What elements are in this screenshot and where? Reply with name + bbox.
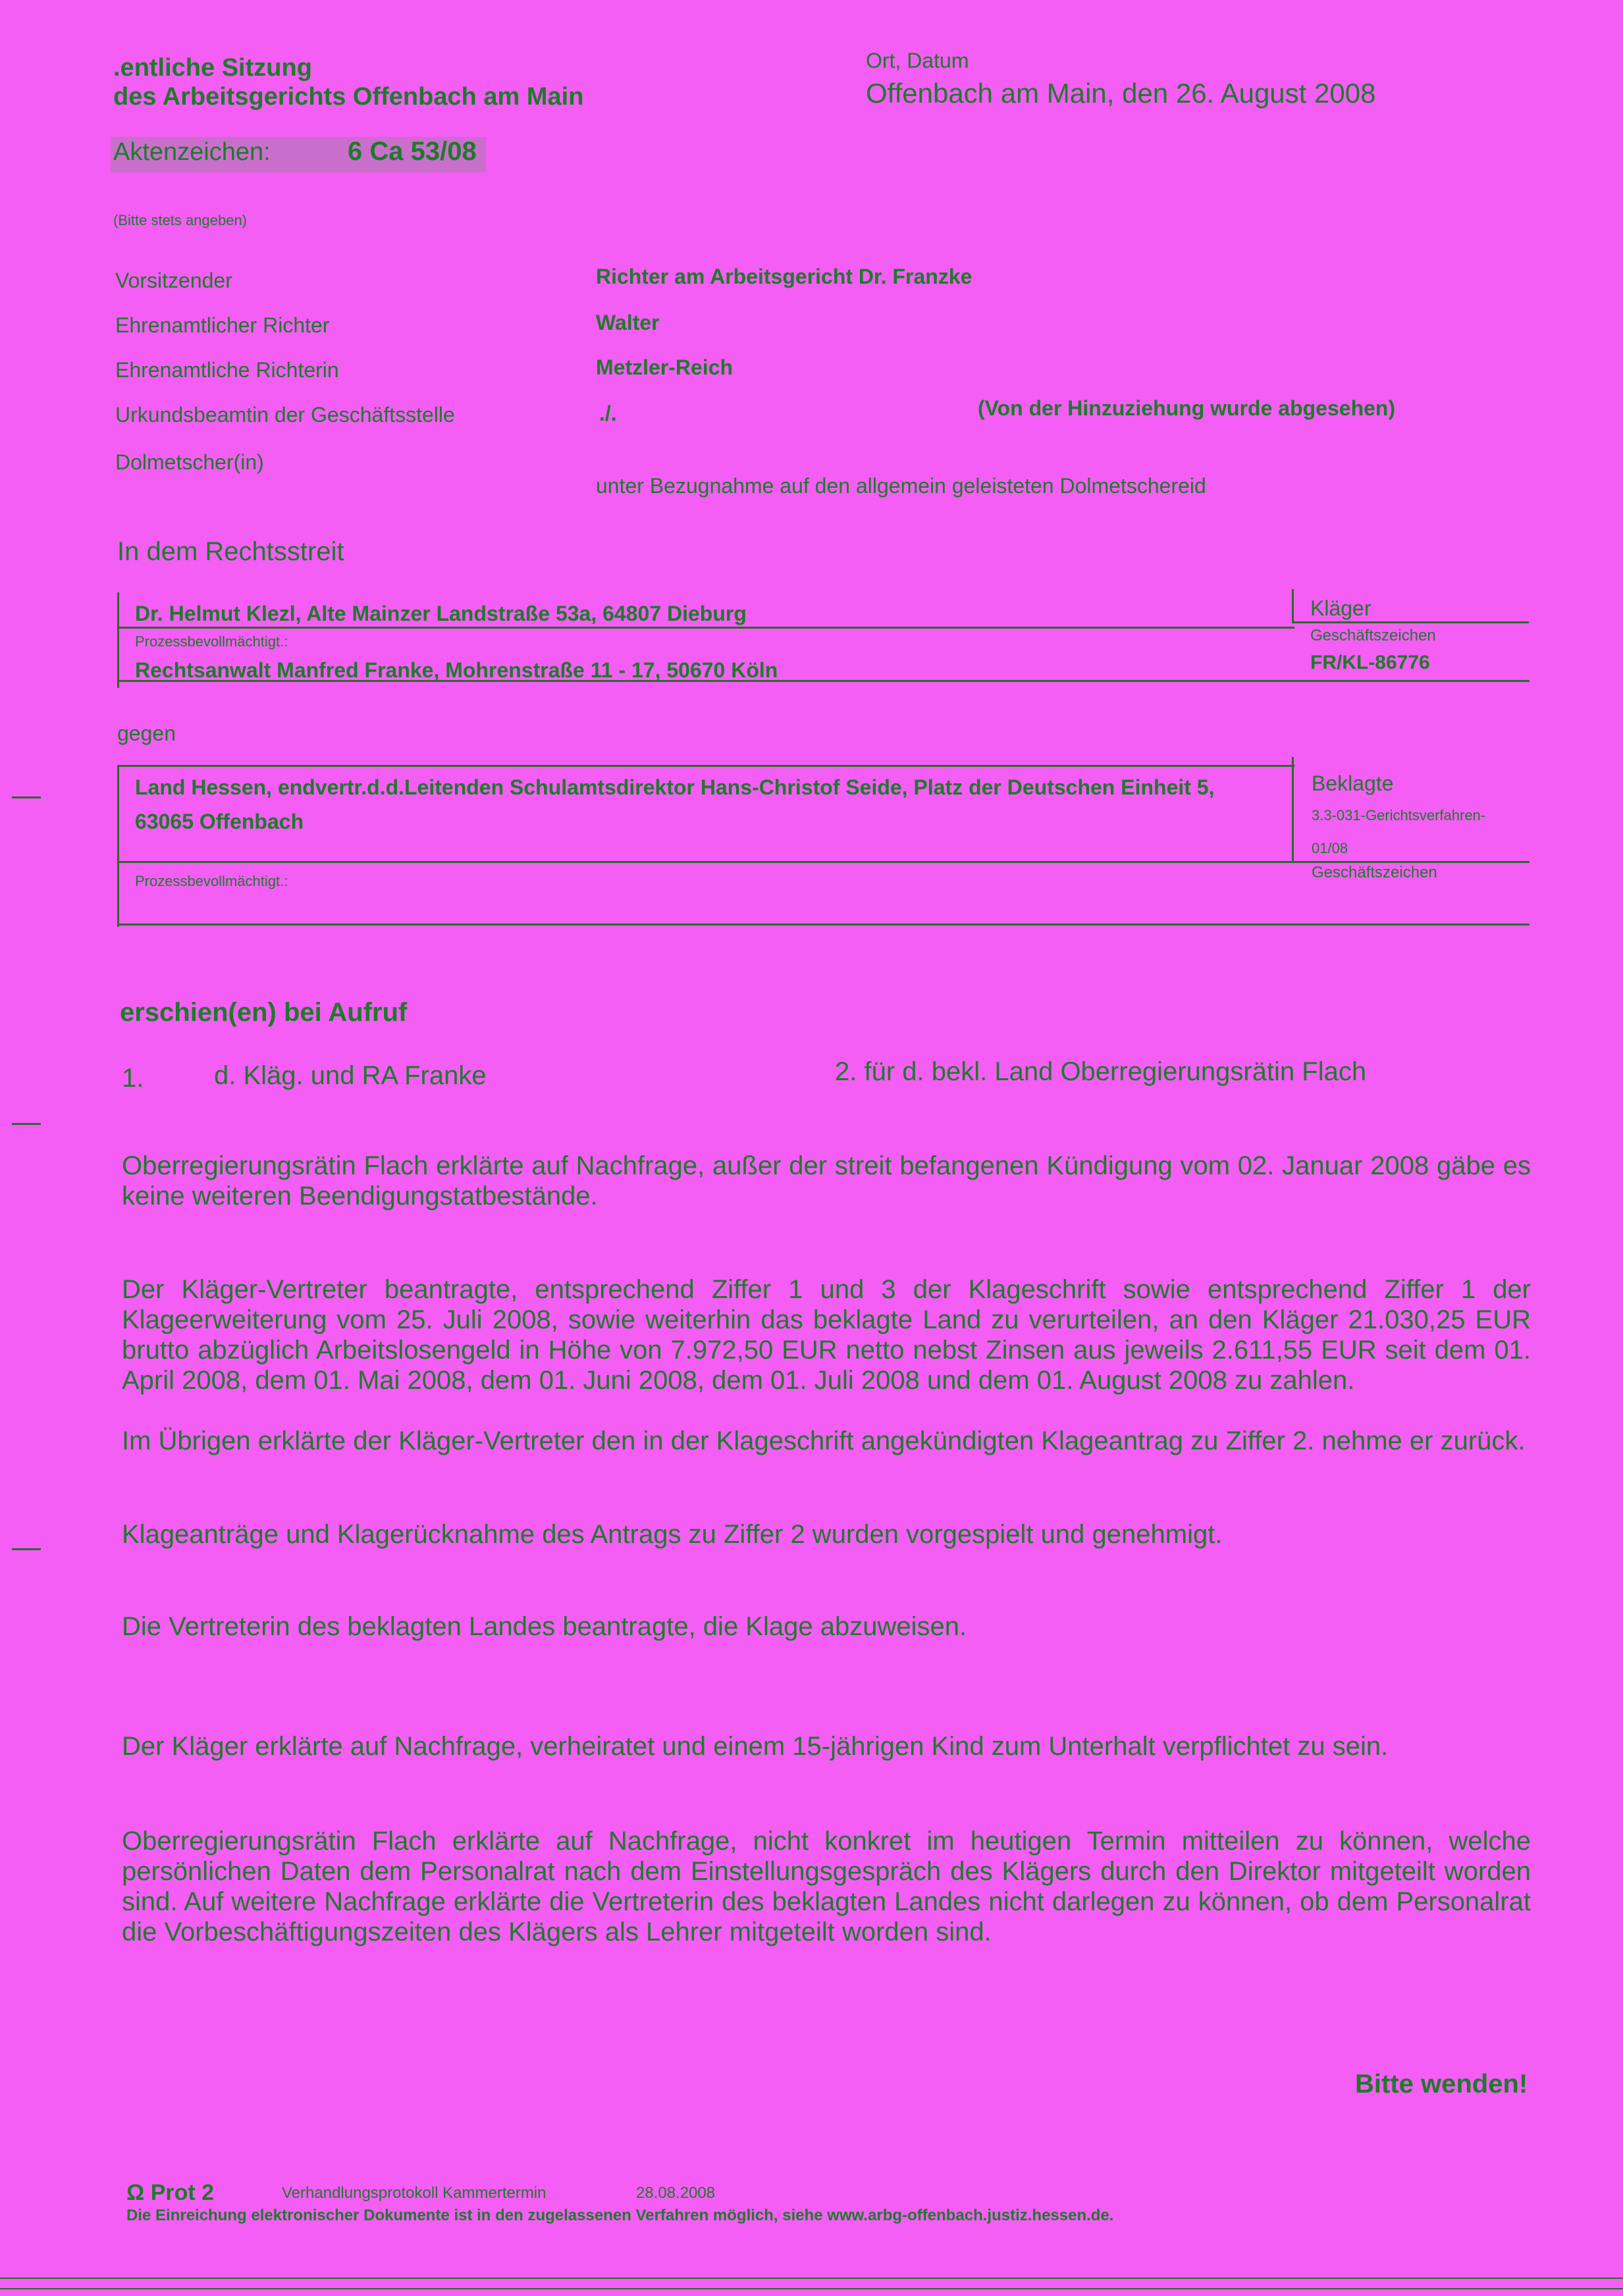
box-border xyxy=(117,765,119,927)
appearance-item: d. Kläg. und RA Franke xyxy=(214,1061,487,1090)
box-border xyxy=(117,861,1530,863)
versus: gegen xyxy=(117,721,176,745)
margin-tick xyxy=(12,796,41,798)
plaintiff-role: Kläger xyxy=(1310,596,1371,620)
panel-name: Richter am Arbeitsgericht Dr. Franzke xyxy=(596,265,972,288)
defendant-ref: 3.3-031-Gerichtsverfahren- xyxy=(1312,807,1486,823)
defendant-address: 63065 Offenbach xyxy=(135,810,304,833)
form-date: 28.08.2008 xyxy=(636,2184,716,2202)
box-border xyxy=(117,627,1294,629)
protocol-paragraph: Der Kläger-Vertreter beantragte, entsprechend Ziffer 1 und 3 der Klageschrift sowie entsprechend Ziffer 1 der Klageerweiterung vom 25. Juli 2008, sowie weiterhin das beklagte Land zu verurteilen, an den Kläger 21.030,25 EUR brutto abzüglich Arbeitslosengeld in Höhe von 7.972,50 EUR netto nebst Zinsen aus jeweils 2.611,55 EUR seit dem 01. April 2008, dem 01. Mai 2008, dem 01. Juni 2008, dem 01. Juli 2008 und dem 01. August 2008 zu zahlen. xyxy=(122,1275,1531,1395)
form-code: Ω Prot 2 xyxy=(126,2180,215,2205)
box-border xyxy=(1292,757,1294,862)
panel-role: Dolmetscher(in) xyxy=(115,450,264,474)
place-date-value: Offenbach am Main, den 26. August 2008 xyxy=(866,78,1376,109)
appearance-item-number: 1. xyxy=(122,1064,144,1093)
defendant-role: Beklagte xyxy=(1312,771,1394,795)
protocol-paragraph: Der Kläger erklärte auf Nachfrage, verheiratet und einem 15-jährigen Kind zum Unterhalt verpflichtet zu sein. xyxy=(122,1732,1389,1761)
court-name: des Arbeitsgerichts Offenbach am Main xyxy=(113,83,584,111)
plaintiff-counsel-label: Prozessbevollmächtigt.: xyxy=(135,633,288,650)
panel-name: unter Bezugnahme auf den allgemein geleisteten Dolmetschereid xyxy=(596,474,1206,498)
plaintiff-counsel: Rechtsanwalt Manfred Franke, Mohrenstraße 11 - 17, 50670 Köln xyxy=(135,658,778,682)
box-border xyxy=(117,592,119,688)
margin-tick xyxy=(12,1548,41,1550)
box-border xyxy=(117,765,1294,767)
margin-tick xyxy=(12,1123,41,1125)
defendant-ref-label: Geschäftszeichen xyxy=(1312,864,1437,881)
panel-name: ./. xyxy=(599,402,617,425)
box-border xyxy=(1292,621,1529,623)
defendant-ref: 01/08 xyxy=(1312,840,1348,856)
defendant-name: Land Hessen, endvertr.d.d.Leitenden Schulamtsdirektor Hans-Christof Seide, Platz der Deutschen Einheit 5, xyxy=(135,775,1215,799)
appearance-heading: erschien(en) bei Aufruf xyxy=(120,998,408,1027)
plaintiff-ref-label: Geschäftszeichen xyxy=(1310,627,1436,644)
panel-role: Vorsitzender xyxy=(115,269,232,292)
protocol-paragraph: Oberregierungsrätin Flach erklärte auf Nachfrage, nicht konkret im heutigen Termin mitteilen zu können, welche persönlichen Daten dem Personalrat nach dem Einstellungsgespräch des Klägers durch den Direktor mitgeteilt worden sind. Auf weitere Nachfrage erklärte die Vertreterin des beklagten Landes nicht darlegen zu können, ob dem Personalrat die Vorbeschäftigungszeiten des Klägers als Lehrer mitgeteilt worden sind. xyxy=(122,1827,1531,1946)
footer-notice: Die Einreichung elektronischer Dokumente ist in den zugelassenen Verfahren möglich, siehe www.arbg-offenbach.justiz.hessen.de. xyxy=(126,2206,1114,2224)
turn-page-note: Bitte wenden! xyxy=(1355,2070,1528,2099)
plaintiff-ref: FR/KL-86776 xyxy=(1310,652,1430,673)
case-number-note: (Bitte stets angeben) xyxy=(113,212,248,228)
dispute-intro: In dem Rechtsstreit xyxy=(117,537,344,566)
protocol-paragraph: Klageanträge und Klagerücknahme des Antrags zu Ziffer 2 wurden vorgespielt und genehmigt. xyxy=(122,1520,1223,1549)
protocol-paragraph: Im Übrigen erklärte der Kläger-Vertreter den in der Klageschrift angekündigten Klageantrag zu Ziffer 2. nehme er zurück. xyxy=(122,1426,1526,1455)
plaintiff-name: Dr. Helmut Klezl, Alte Mainzer Landstraße 53a, 64807 Dieburg xyxy=(135,602,747,625)
panel-role: Ehrenamtliche Richterin xyxy=(115,358,339,382)
scan-edge-line xyxy=(0,2288,1623,2289)
defendant-counsel-label: Prozessbevollmächtigt.: xyxy=(135,873,288,889)
panel-name: Walter xyxy=(596,311,660,334)
form-name: Verhandlungsprotokoll Kammertermin xyxy=(282,2184,546,2202)
panel-role: Ehrenamtlicher Richter xyxy=(115,313,330,337)
protocol-paragraph: Oberregierungsrätin Flach erklärte auf Nachfrage, außer der streit befangenen Kündigung vom 02. Januar 2008 gäbe es keine weiteren Beendigungstatbestände. xyxy=(122,1151,1531,1211)
case-number: 6 Ca 53/08 xyxy=(348,137,477,166)
panel-role: Urkundsbeamtin der Geschäftsstelle xyxy=(115,403,455,427)
panel-name: Metzler-Reich xyxy=(596,355,733,379)
protocol-paragraph: Die Vertreterin des beklagten Landes beantragte, die Klage abzuweisen. xyxy=(122,1612,967,1641)
box-border xyxy=(117,924,1530,926)
court-session-title: .entliche Sitzung xyxy=(113,54,312,82)
panel-note: (Von der Hinzuziehung wurde abgesehen) xyxy=(978,396,1396,420)
case-number-label: Aktenzeichen: xyxy=(113,138,271,166)
appearance-item: 2. für d. bekl. Land Oberregierungsrätin Flach xyxy=(835,1057,1367,1086)
box-border xyxy=(1292,589,1294,622)
scan-edge-line xyxy=(0,2278,1623,2279)
place-date-label: Ort, Datum xyxy=(866,49,969,72)
